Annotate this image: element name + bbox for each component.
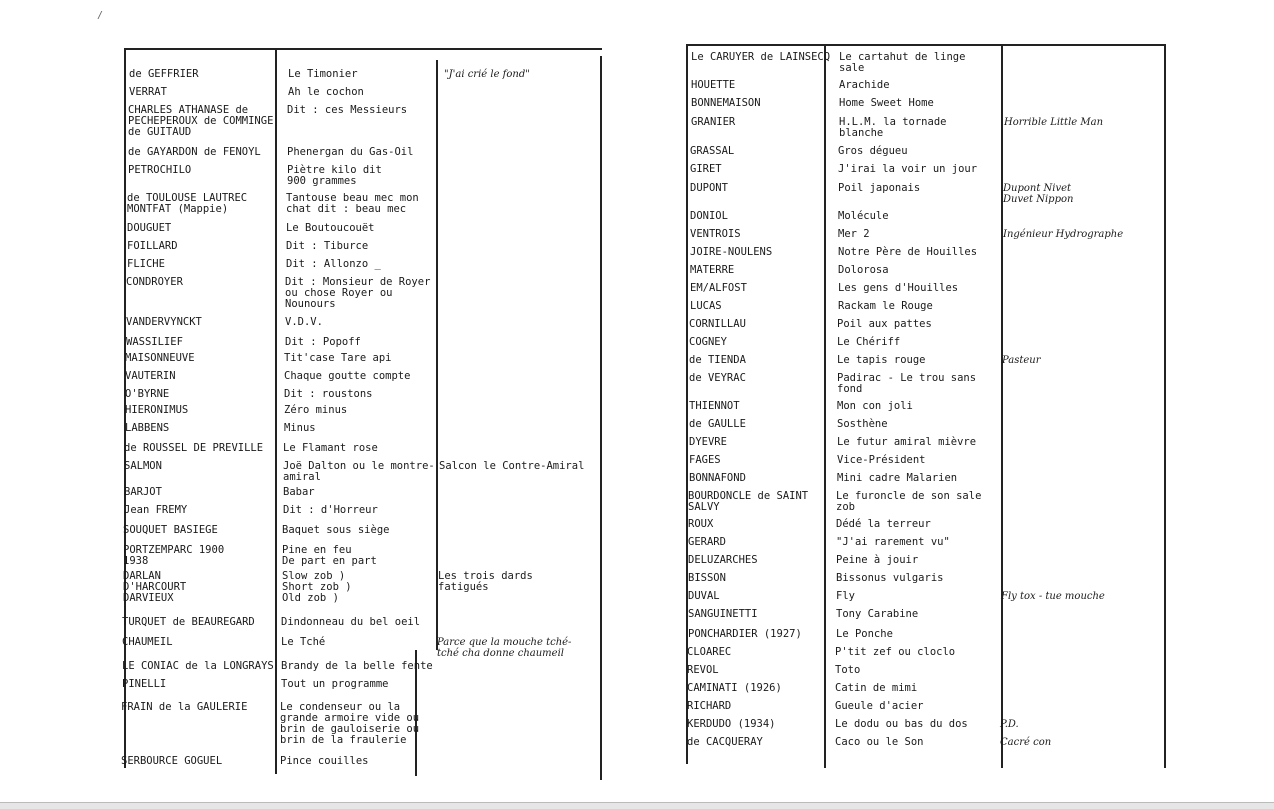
nickname: Dit : Allonzo _ (286, 258, 381, 270)
remark: Fly tox - tue mouche (1001, 591, 1105, 602)
officer-name: GRASSAL (690, 145, 735, 157)
officer-name: SALMON (124, 460, 162, 472)
nickname: Tony Carabine (836, 608, 919, 620)
nickname: Dit : Monsieur de Royer ou chose Royer ou Nounours (285, 276, 431, 310)
nickname: Dit : roustons (284, 388, 373, 400)
officer-name: COGNEY (689, 336, 727, 348)
officer-name: EM/ALFOST (690, 282, 747, 294)
officer-name: de VEYRAC (689, 372, 746, 384)
nickname: Chaque goutte compte (284, 370, 411, 382)
nickname: Slow zob ) Short zob ) Old zob ) (282, 570, 352, 604)
officer-name: de TOULOUSE LAUTREC MONTFAT (Mappie) (127, 192, 248, 215)
officer-name: FLICHE (127, 258, 165, 270)
officer-name: LUCAS (690, 300, 722, 312)
nickname: Toto (835, 664, 861, 676)
remark: Pasteur (1002, 355, 1041, 366)
officer-name: de GEFFRIER (129, 68, 199, 80)
officer-name: CHARLES ATHANASE de PECHEPEROUX de COMMINGE de GUITAUD (128, 104, 274, 138)
officer-name: MAISONNEUVE (125, 352, 195, 364)
remark: Parce que la mouche tché- tché cha donne chaumeil (437, 637, 572, 659)
nickname: Joë Dalton ou le montre- amiral (283, 460, 435, 483)
nickname: Le tapis rouge (837, 354, 926, 366)
nickname: Dit : ces Messieurs (287, 104, 408, 116)
officer-name: LE CONIAC de la LONGRAYS (122, 660, 274, 672)
officer-name: HIERONIMUS (125, 404, 189, 416)
margin-mark: / (97, 10, 104, 21)
officer-name: BISSON (688, 572, 726, 584)
officer-name: de GAULLE (689, 418, 746, 430)
nickname: Pince couilles (280, 755, 369, 767)
table-top-border (686, 44, 1166, 46)
nickname: Babar (283, 486, 315, 498)
nickname: Rackam le Rouge (838, 300, 933, 312)
officer-name: VERRAT (129, 86, 167, 98)
table-right-border (600, 56, 602, 780)
remark: Ingénieur Hydrographe (1003, 229, 1124, 240)
nickname: Caco ou le Son (835, 736, 924, 748)
right-page (640, 0, 1274, 808)
officer-name: DONIOL (690, 210, 728, 222)
officer-name: de TIENDA (689, 354, 746, 366)
remark: Les trois dards fatigués (438, 570, 533, 593)
officer-name: FAGES (689, 454, 721, 466)
officer-name: GRANIER (691, 116, 736, 128)
remark: Cacré con (1000, 737, 1052, 748)
nickname: Brandy de la belle fente (281, 660, 433, 672)
officer-name: BOURDONCLE de SAINT SALVY (688, 490, 809, 513)
nickname: Gros dégueu (838, 145, 908, 157)
nickname: Poil aux pattes (837, 318, 932, 330)
nickname: Dit : Popoff (285, 336, 361, 348)
officer-name: Jean FREMY (124, 504, 188, 516)
nickname: Mer 2 (838, 228, 870, 240)
nickname: Piètre kilo dit 900 grammes (287, 164, 382, 187)
officer-name: KERDUDO (1934) (687, 718, 776, 730)
nickname: Dit : d'Horreur (283, 504, 378, 516)
nickname: Mon con joli (837, 400, 913, 412)
nickname: H.L.M. la tornade blanche (839, 116, 947, 139)
officer-name: THIENNOT (689, 400, 740, 412)
officer-name: DUPONT (690, 182, 728, 194)
officer-name: VANDERVYNCKT (126, 316, 202, 328)
officer-name: de CACQUERAY (687, 736, 763, 748)
nickname: Le Boutoucouët (286, 222, 375, 234)
officer-name: ROUX (688, 518, 714, 530)
nickname: Dolorosa (838, 264, 889, 276)
nickname: Padirac - Le trou sans fond (837, 372, 977, 395)
nickname: P'tit zef ou cloclo (835, 646, 956, 658)
officer-name: VENTROIS (690, 228, 741, 240)
nickname: Bissonus vulgaris (836, 572, 944, 584)
remark: Dupont Nivet Duvet Nippon (1003, 183, 1074, 205)
nickname: Molécule (838, 210, 889, 222)
nickname: Le futur amiral mièvre (837, 436, 977, 448)
nickname: Zéro minus (284, 404, 348, 416)
officer-name: CLOAREC (687, 646, 732, 658)
remark: P.D. (1000, 719, 1019, 730)
officer-name: CORNILLAU (689, 318, 746, 330)
nickname: Phenergan du Gas-Oil (287, 146, 414, 158)
nickname: Peine à jouir (836, 554, 919, 566)
nickname: Le Ponche (836, 628, 893, 640)
nickname: Mini cadre Malarien (837, 472, 958, 484)
nickname: Le cartahut de linge sale (839, 51, 966, 74)
officer-name: GERARD (688, 536, 726, 548)
nickname: Tout un programme (281, 678, 389, 690)
officer-name: DYEVRE (689, 436, 727, 448)
officer-name: LABBENS (125, 422, 170, 434)
table-right-border (1164, 44, 1166, 768)
officer-name: FRAIN de la GAULERIE (121, 701, 248, 713)
remark: "J'ai crié le fond" (444, 69, 530, 80)
remark: Horrible Little Man (1004, 117, 1104, 128)
nickname: Le Timonier (288, 68, 358, 80)
officer-name: O'BYRNE (125, 388, 170, 400)
officer-name: HOUETTE (691, 79, 736, 91)
officer-name: CHAUMEIL (122, 636, 173, 648)
nickname: Arachide (839, 79, 890, 91)
nickname: Notre Père de Houilles (838, 246, 978, 258)
officer-name: FOILLARD (127, 240, 178, 252)
left-page (0, 0, 620, 808)
officer-name: PINELLI (122, 678, 167, 690)
officer-name: DUVAL (688, 590, 720, 602)
officer-name: RICHARD (687, 700, 732, 712)
officer-name: TURQUET de BEAUREGARD (122, 616, 255, 628)
nickname: Dédé la terreur (836, 518, 931, 530)
nickname: Sosthène (837, 418, 888, 430)
officer-name: DELUZARCHES (688, 554, 758, 566)
nickname: Gueule d'acier (835, 700, 924, 712)
nickname: Baquet sous siège (282, 524, 390, 536)
officer-name: SOUQUET BASIEGE (123, 524, 218, 536)
nickname: Home Sweet Home (839, 97, 934, 109)
nickname: Le Tché (281, 636, 326, 648)
officer-name: DOUGUET (127, 222, 172, 234)
nickname: Les gens d'Houilles (838, 282, 959, 294)
officer-name: JOIRE-NOULENS (690, 246, 773, 258)
officer-name: DARLAN D'HARCOURT DARVIEUX (123, 570, 187, 604)
nickname: Dindonneau du bel oeil (281, 616, 421, 628)
officer-name: CONDROYER (126, 276, 183, 288)
nickname: Vice-Président (837, 454, 926, 466)
officer-name: SERBOURCE GOGUEL (121, 755, 223, 767)
officer-name: MATERRE (690, 264, 735, 276)
nickname: Fly (836, 590, 855, 602)
officer-name: de GAYARDON de FENOYL (128, 146, 261, 158)
officer-name: BONNAFOND (689, 472, 746, 484)
nickname: Le condenseur ou la grande armoire vide ou brin de gauloiserie ou brin de la fraulerie (280, 701, 420, 746)
nickname: Tantouse beau mec mon chat dit : beau mec (286, 192, 419, 215)
officer-name: REVOL (687, 664, 719, 676)
nickname: "J'ai rarement vu" (836, 536, 950, 548)
officer-name: SANGUINETTI (688, 608, 758, 620)
nickname: V.D.V. (285, 316, 323, 328)
nickname: Catin de mimi (835, 682, 918, 694)
nickname: Ah le cochon (288, 86, 364, 98)
nickname: Le furoncle de son sale zob (836, 490, 982, 513)
remark: Salcon le Contre-Amiral (439, 460, 585, 472)
nickname: Le dodu ou bas du dos (835, 718, 968, 730)
officer-name: PORTZEMPARC 1900 1938 (123, 544, 225, 567)
officer-name: PETROCHILO (128, 164, 192, 176)
officer-name: CAMINATI (1926) (687, 682, 782, 694)
nickname: Tit'case Tare api (284, 352, 392, 364)
table-top-border (124, 48, 602, 50)
nickname: Le Flamant rose (283, 442, 378, 454)
nickname: J'irai la voir un jour (838, 163, 978, 175)
column-divider (1001, 44, 1003, 768)
officer-name: PONCHARDIER (1927) (688, 628, 802, 640)
nickname: Pine en feu De part en part (282, 544, 377, 567)
officer-name: de ROUSSEL DE PREVILLE (124, 442, 264, 454)
officer-name: BARJOT (124, 486, 162, 498)
officer-name: GIRET (690, 163, 722, 175)
officer-name: Le CARUYER de LAINSECQ (691, 51, 831, 63)
nickname: Le Chériff (837, 336, 901, 348)
nickname: Poil japonais (838, 182, 921, 194)
officer-name: WASSILIEF (126, 336, 183, 348)
nickname: Minus (284, 422, 316, 434)
officer-name: VAUTERIN (125, 370, 176, 382)
officer-name: BONNEMAISON (691, 97, 761, 109)
nickname: Dit : Tiburce (286, 240, 369, 252)
